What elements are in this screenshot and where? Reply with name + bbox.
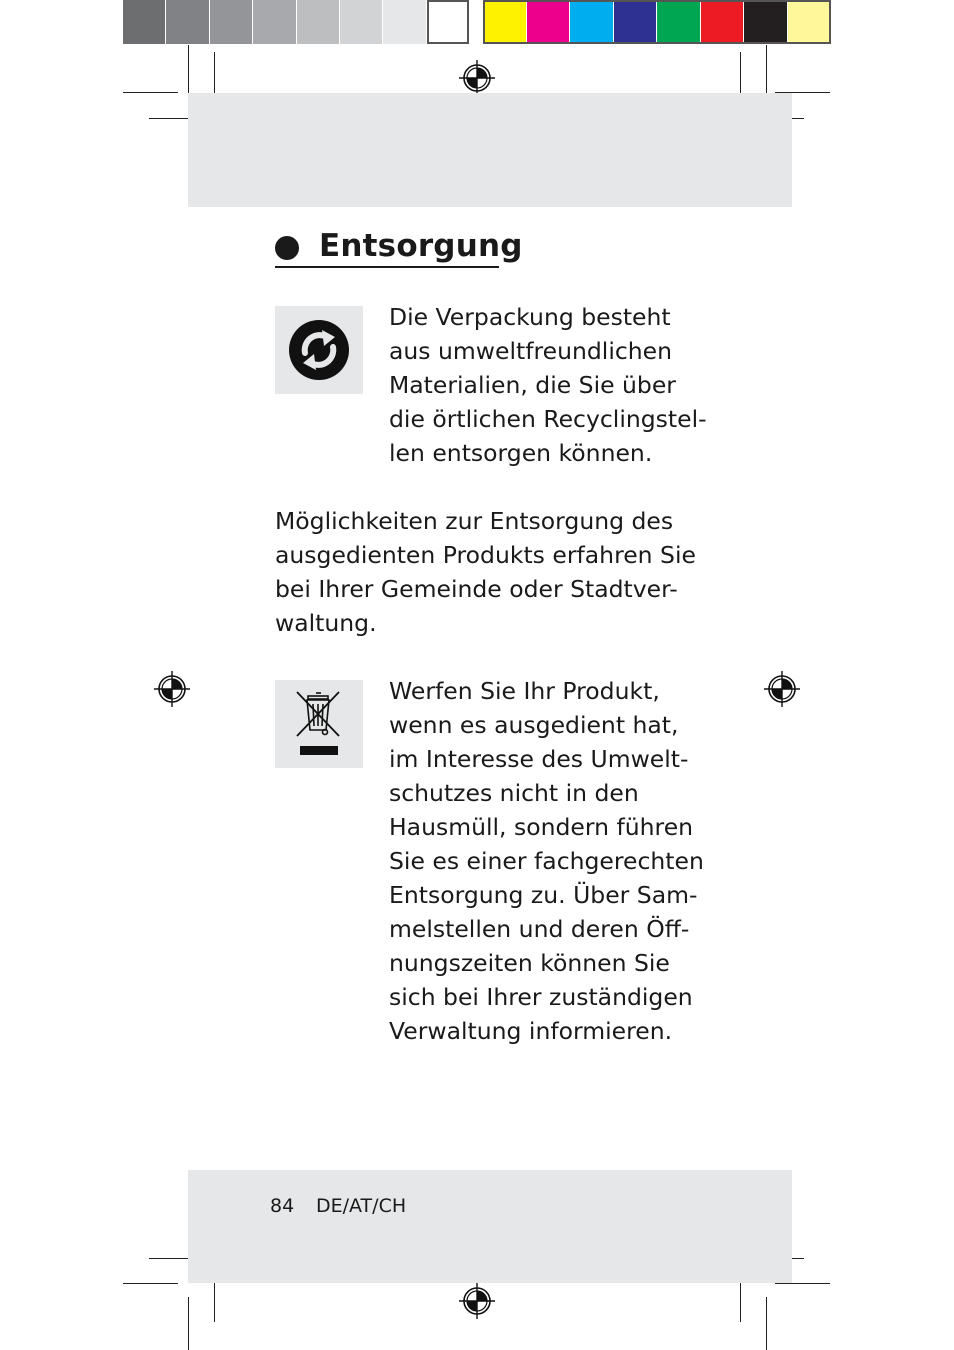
heading-bullet: [275, 236, 299, 260]
crossed-out-wheelie-bin-icon: [275, 680, 363, 768]
registration-mark-icon: [459, 1283, 495, 1319]
grayscale-swatch: [253, 0, 295, 44]
grayscale-swatch: [166, 0, 208, 44]
packaging-paragraph: Die Verpackung besteht aus umweltfreundlichen Materialien, die Sie über die örtlichen Recyclingstel- len entsorgen können.: [389, 303, 707, 467]
heading-underline: [275, 266, 499, 268]
header-band: [188, 93, 792, 207]
grayscale-swatch: [210, 0, 252, 44]
recycling-icon-box: [275, 306, 363, 394]
region-label: DE/AT/CH: [316, 1195, 407, 1217]
registration-mark-icon: [459, 60, 495, 96]
section-title: Entsorgung: [319, 228, 523, 264]
grayscale-swatch: [427, 0, 469, 44]
grayscale-swatch: [123, 0, 165, 44]
page-number: 84: [270, 1195, 295, 1217]
grayscale-swatch: [383, 0, 425, 44]
footer-band: [188, 1170, 792, 1283]
green-dot-recycling-icon: [275, 306, 363, 394]
disposal-options-paragraph: Möglichkeiten zur Entsorgung des ausgedienten Produkts erfahren Sie bei Ihrer Gemeinde oder Stadtver- waltung.: [275, 507, 696, 637]
weee-paragraph: Werfen Sie Ihr Produkt, wenn es ausgedient hat, im Interesse des Umwelt- schutzes nicht in den Hausmüll, sondern führen Sie es einer fachgerechten Entsorgung zu. Über Sam- melstellen und deren Öff- nungszeiten können Sie sich bei Ihrer zuständigen Verwaltung informieren.: [389, 677, 704, 1045]
grayscale-swatch: [297, 0, 339, 44]
weee-icon-box: [275, 680, 363, 768]
registration-mark-icon: [154, 671, 190, 707]
registration-mark-icon: [764, 671, 800, 707]
process-color-frame: [483, 0, 831, 44]
grayscale-swatch: [340, 0, 382, 44]
